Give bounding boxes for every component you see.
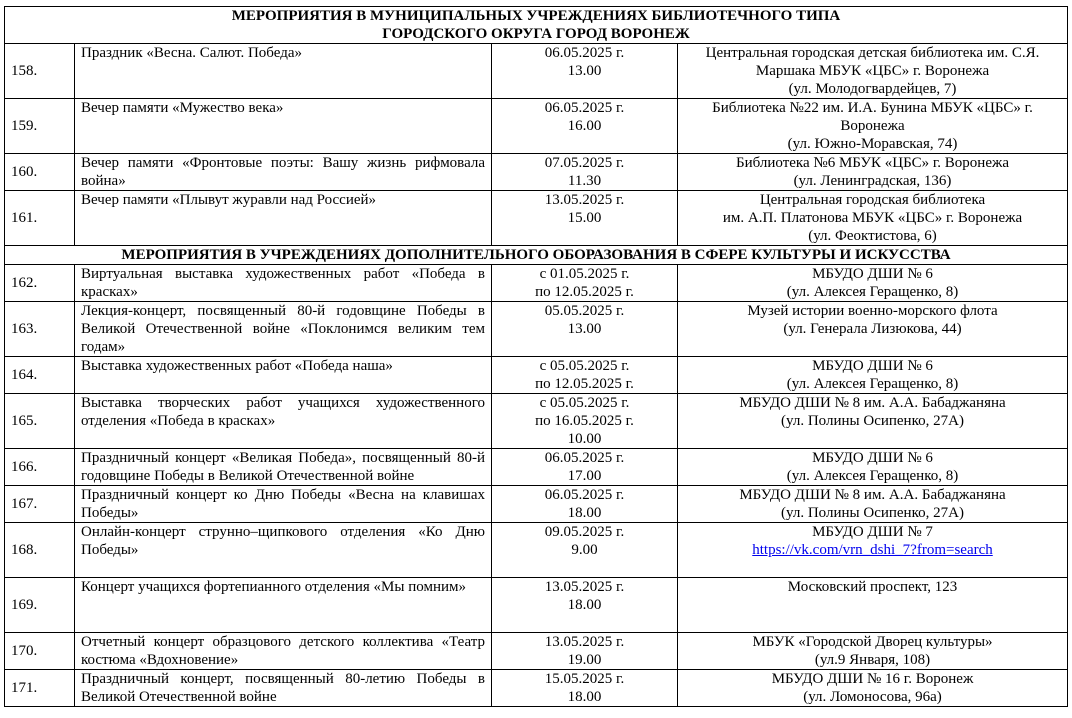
event-date-line: по 12.05.2025 г. xyxy=(535,376,634,392)
event-venue-line: (ул. Ломоносова, 96а) xyxy=(803,689,942,705)
event-date-line: 11.30 xyxy=(567,173,602,189)
event-date-line: по 16.05.2025 г. xyxy=(535,413,634,429)
row-number: 162. xyxy=(5,265,75,302)
event-venue-line: МБУДО ДШИ № 6 xyxy=(812,450,933,466)
row-number: 165. xyxy=(5,394,75,449)
event-date-line: 06.05.2025 г. xyxy=(544,450,625,466)
event-venue-line: Московский проспект, 123 xyxy=(787,579,958,595)
table-row xyxy=(5,265,1068,302)
event-date-line: 07.05.2025 г. xyxy=(544,155,625,171)
venue-link[interactable]: https://vk.com/vrn_dshi_7?from=search xyxy=(752,542,993,558)
row-number: 160. xyxy=(5,154,75,191)
event-venue-line: (ул. Ленинградская, 136) xyxy=(793,173,952,189)
table-row xyxy=(5,578,1068,633)
event-venue-line: Музей истории военно-морского флота xyxy=(747,303,998,319)
event-date-line: 9.00 xyxy=(571,542,598,558)
event-date-line: 18.00 xyxy=(567,689,602,705)
event-venue-cell xyxy=(678,302,1068,357)
event-venue-line: (ул. Полины Осипенко, 27А) xyxy=(781,413,964,429)
event-venue-line: Центральная городская библиотека xyxy=(759,192,986,208)
section-title xyxy=(5,7,1068,44)
event-venue-line: МБУДО ДШИ № 6 xyxy=(812,358,933,374)
row-number: 168. xyxy=(5,523,75,578)
event-name: Онлайн-концерт струнно–щипкового отделения «Ко Дню Победы» xyxy=(75,523,492,578)
table-row xyxy=(5,44,1068,99)
event-date-cell xyxy=(492,394,678,449)
event-date-cell xyxy=(492,578,678,633)
event-date-cell xyxy=(492,486,678,523)
event-name: Праздничный концерт «Великая Победа», посвященный 80-й годовщине Победы в Великой Отечественной войне xyxy=(75,449,492,486)
event-venue-line: (ул. Полины Осипенко, 27А) xyxy=(781,505,964,521)
table-row xyxy=(5,670,1068,707)
event-venue-cell xyxy=(678,154,1068,191)
event-venue-line: им. А.П. Платонова МБУК «ЦБС» г. Воронежа xyxy=(722,210,1023,226)
row-number: 169. xyxy=(5,578,75,633)
event-date-cell xyxy=(492,99,678,154)
event-venue-cell xyxy=(678,486,1068,523)
row-number: 167. xyxy=(5,486,75,523)
event-date-line: 18.00 xyxy=(567,505,602,521)
event-venue-line: МБУК «Городской Дворец культуры» xyxy=(752,634,993,650)
event-date-line: 06.05.2025 г. xyxy=(544,487,625,503)
event-date-cell xyxy=(492,191,678,246)
event-date-line: с 05.05.2025 г. xyxy=(539,395,630,411)
table-row xyxy=(5,449,1068,486)
event-venue-line: (ул. Генерала Лизюкова, 44) xyxy=(783,321,962,337)
table-row xyxy=(5,302,1068,357)
event-date-cell xyxy=(492,633,678,670)
event-name: Лекция-концерт, посвященный 80-й годовщине Победы в Великой Отечественной войне «Поклонимся великим тем годам» xyxy=(75,302,492,357)
event-date-line: 19.00 xyxy=(567,652,602,668)
event-venue-cell xyxy=(678,394,1068,449)
event-venue-line: (ул. Алексея Геращенко, 8) xyxy=(786,284,959,300)
event-venue-line: (ул. Алексея Геращенко, 8) xyxy=(786,468,959,484)
event-venue-cell xyxy=(678,670,1068,707)
event-name: Отчетный концерт образцового детского коллектива «Театр костюма «Вдохновение» xyxy=(75,633,492,670)
event-date-line: 05.05.2025 г. xyxy=(544,303,625,319)
event-date-line: 13.00 xyxy=(567,321,602,337)
event-venue-cell xyxy=(678,44,1068,99)
event-date-line: с 01.05.2025 г. xyxy=(539,266,630,282)
event-venue-line: (ул. Феоктистова, 6) xyxy=(808,228,937,244)
event-date-line: 13.05.2025 г. xyxy=(544,192,625,208)
event-venue-cell xyxy=(678,191,1068,246)
event-date-line: 09.05.2025 г. xyxy=(544,524,625,540)
table-row xyxy=(5,523,1068,578)
event-date-line: 16.00 xyxy=(567,118,602,134)
event-venue-line: МБУДО ДШИ № 8 им. А.А. Бабаджаняна xyxy=(739,395,1006,411)
event-date-cell xyxy=(492,523,678,578)
table-row xyxy=(5,99,1068,154)
event-date-cell xyxy=(492,449,678,486)
event-venue-cell xyxy=(678,449,1068,486)
table-row xyxy=(5,486,1068,523)
row-number: 163. xyxy=(5,302,75,357)
event-date-line: с 05.05.2025 г. xyxy=(539,358,630,374)
event-name: Вечер памяти «Плывут журавли над Россией» xyxy=(75,191,492,246)
event-name: Выставка творческих работ учащихся художественного отделения «Победа в красках» xyxy=(75,394,492,449)
event-venue-line: Библиотека №6 МБУК «ЦБС» г. Воронежа xyxy=(735,155,1010,171)
table-row xyxy=(5,633,1068,670)
event-venue-line: Центральная городская детская библиотека им. С.Я. Маршака МБУК «ЦБС» г. Воронежа xyxy=(705,45,1040,79)
row-number: 161. xyxy=(5,191,75,246)
event-date-line: 10.00 xyxy=(567,431,602,447)
row-number: 166. xyxy=(5,449,75,486)
event-date-line: 17.00 xyxy=(567,468,602,484)
event-venue-line: (ул. Молодогвардейцев, 7) xyxy=(788,81,957,97)
event-date-line: 15.00 xyxy=(567,210,602,226)
event-date-line: 15.05.2025 г. xyxy=(544,671,625,687)
event-name: Вечер памяти «Фронтовые поэты: Вашу жизнь рифмовала война» xyxy=(75,154,492,191)
row-number: 164. xyxy=(5,357,75,394)
event-venue-line: МБУДО ДШИ № 16 г. Воронеж xyxy=(771,671,974,687)
row-number: 170. xyxy=(5,633,75,670)
event-venue-cell xyxy=(678,633,1068,670)
event-date-cell xyxy=(492,670,678,707)
event-venue-line: МБУДО ДШИ № 6 xyxy=(812,266,933,282)
event-date-cell xyxy=(492,44,678,99)
event-name: Праздник «Весна. Салют. Победа» xyxy=(75,44,492,99)
section-title-line: МЕРОПРИЯТИЯ В МУНИЦИПАЛЬНЫХ УЧРЕЖДЕНИЯХ БИБЛИОТЕЧНОГО ТИПА xyxy=(231,8,841,24)
event-date-line: 06.05.2025 г. xyxy=(544,100,625,116)
event-name: Концерт учащихся фортепианного отделения «Мы помним» xyxy=(75,578,492,633)
event-venue-cell xyxy=(678,578,1068,633)
event-date-line: 13.00 xyxy=(567,63,602,79)
events-table xyxy=(4,6,1068,707)
event-date-line: 18.00 xyxy=(567,597,602,613)
event-name: Вечер памяти «Мужество века» xyxy=(75,99,492,154)
section-header-row xyxy=(5,246,1068,265)
event-date-cell xyxy=(492,302,678,357)
row-number: 159. xyxy=(5,99,75,154)
table-row xyxy=(5,357,1068,394)
event-venue-cell xyxy=(678,265,1068,302)
section-title-line: МЕРОПРИЯТИЯ В УЧРЕЖДЕНИЯХ ДОПОЛНИТЕЛЬНОГО ОБОРАЗОВАНИЯ В СФЕРЕ КУЛЬТУРЫ И ИСКУССТВА xyxy=(121,247,951,263)
event-date-line: 13.05.2025 г. xyxy=(544,634,625,650)
event-venue-line: МБУДО ДШИ № 8 им. А.А. Бабаджаняна xyxy=(739,487,1006,503)
event-name: Виртуальная выставка художественных работ «Победа в красках» xyxy=(75,265,492,302)
row-number: 158. xyxy=(5,44,75,99)
event-venue-cell xyxy=(678,357,1068,394)
event-name: Выставка художественных работ «Победа наша» xyxy=(75,357,492,394)
section-title xyxy=(5,246,1068,265)
section-header-row xyxy=(5,7,1068,44)
event-date-cell xyxy=(492,154,678,191)
event-name: Праздничный концерт, посвященный 80-летию Победы в Великой Отечественной войне xyxy=(75,670,492,707)
event-date-line: по 12.05.2025 г. xyxy=(535,284,634,300)
event-venue-line: (ул. Алексея Геращенко, 8) xyxy=(786,376,959,392)
event-date-line: 06.05.2025 г. xyxy=(544,45,625,61)
event-date-cell xyxy=(492,357,678,394)
section-title-line: ГОРОДСКОГО ОКРУГА ГОРОД ВОРОНЕЖ xyxy=(382,26,690,42)
event-name: Праздничный концерт ко Дню Победы «Весна на клавишах Победы» xyxy=(75,486,492,523)
event-date-line: 13.05.2025 г. xyxy=(544,579,625,595)
table-row xyxy=(5,394,1068,449)
event-venue-line: Библиотека №22 им. И.А. Бунина МБУК «ЦБС» г. Воронежа xyxy=(712,100,1033,134)
event-venue-cell xyxy=(678,99,1068,154)
event-venue-line: МБУДО ДШИ № 7 xyxy=(812,524,933,540)
event-venue-line: (ул. Южно-Моравская, 74) xyxy=(787,136,958,152)
event-venue-cell xyxy=(678,523,1068,578)
table-row xyxy=(5,191,1068,246)
event-venue-line: (ул.9 Января, 108) xyxy=(814,652,931,668)
event-date-cell xyxy=(492,265,678,302)
table-row xyxy=(5,154,1068,191)
row-number: 171. xyxy=(5,670,75,707)
